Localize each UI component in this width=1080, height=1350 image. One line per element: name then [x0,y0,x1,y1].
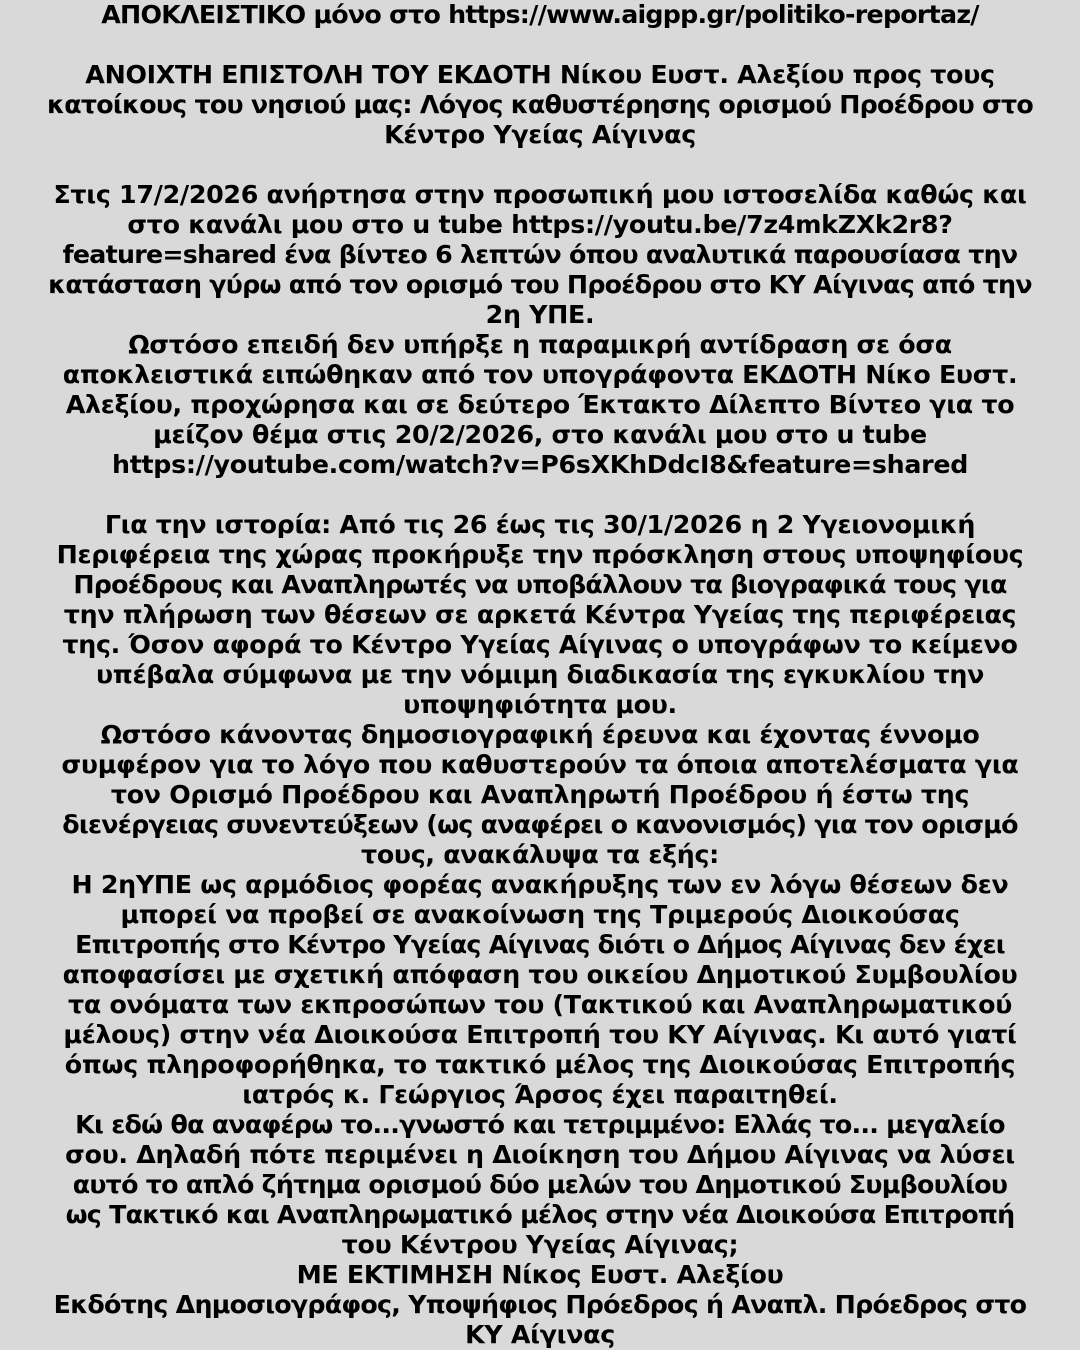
spacer [0,150,1080,180]
body-line-12: τους, ανακάλυψα τα εξής: [361,840,719,869]
body-line-10: τον Ορισμό Προέδρου και Αναπληρωτή Προέδρου ή έστω της [110,780,970,809]
intro-line-3: feature=shared ένα βίντεο 6 λεπτών όπου αναλυτικά παρουσίασα την [62,240,1018,269]
intro-line-5: 2η ΥΠΕ. [485,300,595,329]
letter-title-line-1: ΑΝΟΙΧΤΗ ΕΠΙΣΤΟΛΗ ΤΟΥ ΕΚΔΟΤΗ Νίκου Ευστ. Αλεξίου προς τους [85,60,995,89]
body-line-9: συμφέρον για το λόγο που καθυστερούν τα όποια αποτελέσματα για [61,750,1019,779]
spacer [0,30,1080,60]
intro-line-1: Στις 17/2/2026 ανήρτησα στην προσωπική μου ιστοσελίδα καθώς και [53,180,1027,209]
body-line-19: όπως πληροφορήθηκα, το τακτικό μέλος της Διοικούσας Επιτροπής [64,1050,1016,1079]
body-line-5: της. Όσον αφορά το Κέντρο Υγείας Αίγινας ο υπογράφων το κείμενο [62,630,1018,659]
letter-title-line-2: κατοίκους του νησιού μας: Λόγος καθυστέρησης ορισμού Προέδρου στο [46,90,1033,119]
letter-title-line-3: Κέντρο Υγείας Αίγινας [384,120,696,149]
body-line-16: αποφασίσει με σχετική απόφαση του οικείου Δημοτικού Συμβουλίου [62,960,1018,989]
signature-closing: ΜΕ ΕΚΤΙΜΗΣΗ Νίκος Ευστ. Αλεξίου [296,1260,784,1289]
body-line-1: Για την ιστορία: Από τις 26 έως τις 30/1/2026 η 2 Υγειονομική [104,510,976,539]
body-line-7: υποψηφιότητα μου. [403,690,677,719]
intro-line-4: κατάσταση γύρω από τον ορισμό του Προέδρου στο ΚΥ Αίγινας από την [48,270,1032,299]
body-line-23: αυτό το απλό ζήτημα ορισμού δύο μελών του Δημοτικού Συμβουλίου [72,1170,1008,1199]
body-line-4: την πλήρωση των θέσεων σε αρκετά Κέντρα Υγείας της περιφέρειας [63,600,1017,629]
body-line-2: Περιφέρεια της χώρας προκήρυξε την πρόσκληση στους υποψηφίους [56,540,1024,569]
signature-role-line-1: Εκδότης Δημοσιογράφος, Υποψήφιος Πρόεδρος ή Αναπλ. Πρόεδρος στο [53,1290,1027,1319]
spacer [0,480,1080,510]
body-line-8: Ωστόσο κάνοντας δημοσιογραφική έρευνα και έχοντας έννομο [100,720,980,749]
body-line-21: Κι εδώ θα αναφέρω το...γνωστό και τετριμμένο: Ελλάς το... μεγαλείο [75,1110,1005,1139]
body-line-24: ως Τακτικό και Αναπληρωματικό μέλος στην νέα Διοικούσα Επιτροπή [65,1200,1015,1229]
body-line-14: μπορεί να προβεί σε ανακοίνωση της Τριμερούς Διοικούσας [120,900,960,929]
intro-line-2: στο κανάλι μου στο u tube https://youtu.be/7z4mkZXk2r8? [127,210,953,239]
body-line-3: Προέδρους και Αναπληρωτές να υποβάλλουν τα βιογραφικά τους για [73,570,1007,599]
body-line-25: του Κέντρου Υγείας Αίγινας; [341,1230,739,1259]
body-line-11: διενέργειας συνεντεύξεων (ως αναφέρει ο κανονισμός) για τον ορισμό [62,810,1018,839]
body-line-17: τα ονόματα των εκπροσώπων του (Τακτικού και Αναπληρωματικού [68,990,1012,1019]
body-line-15: Επιτροπής στο Κέντρο Υγείας Αίγινας διότι ο Δήμος Αίγινας δεν έχει [75,930,1005,959]
body-line-18: μέλους) στην νέα Διοικούσα Επιτροπή του ΚΥ Αίγινας. Κι αυτό γιατί [63,1020,1017,1049]
intro-line-7: αποκλειστικά ειπώθηκαν από τον υπογράφοντα ΕΚΔΟΤΗ Νίκο Ευστ. [62,360,1018,389]
exclusive-note: ΑΠΟΚΛΕΙΣΤΙΚΟ μόνο στο https://www.aigpp.gr/politiko-reportaz/ [101,0,979,29]
body-line-13: Η 2ηΥΠΕ ως αρμόδιος φορέας ανακήρυξης των εν λόγω θέσεων δεν [71,870,1009,899]
body-line-20: ιατρός κ. Γεώργιος Άρσος έχει παραιτηθεί. [242,1080,838,1109]
intro-line-8: Αλεξίου, προχώρησα και σε δεύτερο Έκτακτο Δίλεπτο Βίντεο για το [65,390,1015,419]
body-line-6: υπέβαλα σύμφωνα με την νόμιμη διαδικασία της εγκυκλίου την [95,660,984,689]
signature-role-line-2: ΚΥ Αίγινας [465,1320,615,1349]
intro-line-9: μείζον θέμα στις 20/2/2026, στο κανάλι μου στο u tube [153,420,927,449]
intro-line-6: Ωστόσο επειδή δεν υπήρξε η παραμικρή αντίδραση σε όσα [128,330,952,359]
body-line-22: σου. Δηλαδή πότε περιμένει η Διοίκηση του Δήμου Αίγινας να λύσει [65,1140,1015,1169]
video-link-line: https://youtube.com/watch?v=P6sXKhDdcI8&feature=shared [111,450,968,479]
